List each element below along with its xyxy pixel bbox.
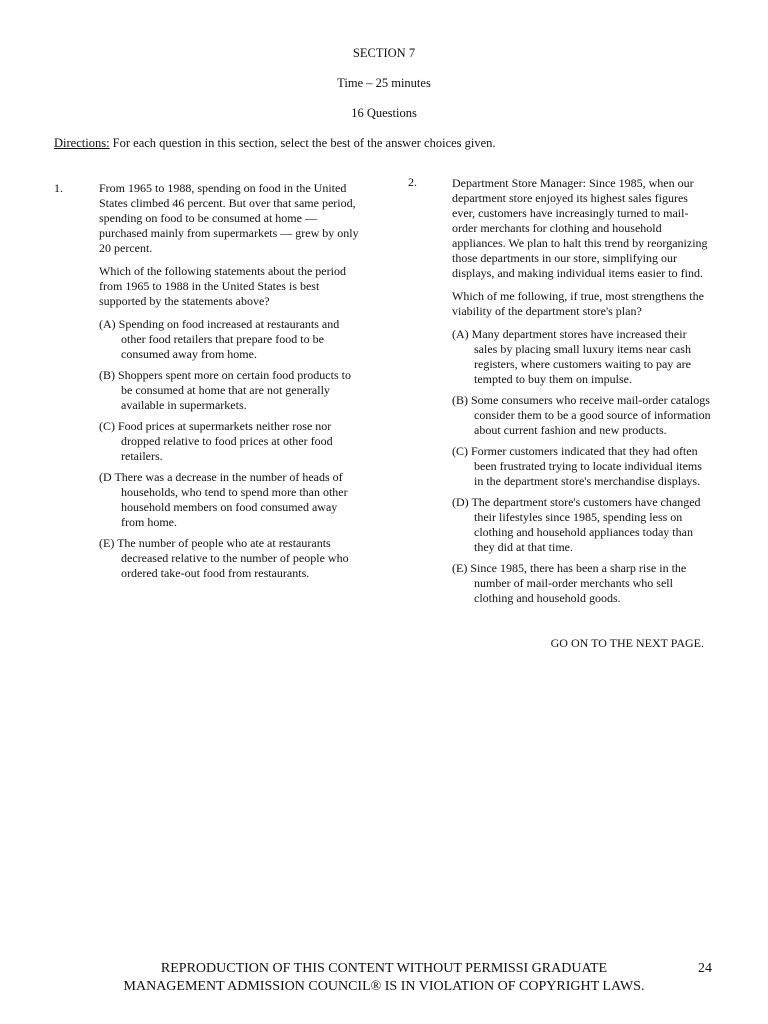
choice-1c[interactable]: (C) Food prices at supermarkets neither rose nor dropped relative to food prices at other food retailers. bbox=[99, 419, 333, 463]
choice-2c[interactable]: (C) Former customers indicated that they had often been frustrated trying to locate individual items in the department store's merchandise displays. bbox=[452, 444, 702, 488]
directions-text: For each question in this section, select the best of the answer choices given. bbox=[109, 136, 496, 150]
go-on-next-page: GO ON TO THE NEXT PAGE. bbox=[550, 636, 704, 650]
question-2-number: 2. bbox=[408, 175, 417, 189]
directions bbox=[54, 136, 496, 151]
question-count: 16 Questions bbox=[351, 106, 417, 120]
choice-2b[interactable]: (B) Some consumers who receive mail-order catalogs consider them to be a good source of information about current fashion and new products. bbox=[452, 393, 711, 437]
choice-1a[interactable]: (A) Spending on food increased at restaurants and other food retailers that prepare food to be consumed away from home. bbox=[99, 317, 340, 361]
time-limit: Time – 25 minutes bbox=[337, 76, 431, 90]
question-2-choices bbox=[452, 327, 712, 606]
choice-2a[interactable]: (A) Many department stores have increased their sales by placing small luxury items near cash registers, where customers waiting to pay are tempted to buy them on impulse. bbox=[452, 327, 691, 386]
question-2 bbox=[452, 176, 712, 612]
choice-1d[interactable]: (D There was a decrease in the number of heads of households, who tend to spend more than other household members on food consumed away from home. bbox=[99, 470, 348, 529]
choice-2d[interactable]: (D) The department store's customers have changed their lifestyles since 1985, spending less on clothing and household appliances today than they did at that time. bbox=[452, 495, 701, 554]
copyright-footer bbox=[0, 960, 768, 996]
footer-line-1: REPRODUCTION OF THIS CONTENT WITHOUT PERMISSI GRADUATE bbox=[160, 961, 608, 976]
question-1-choices bbox=[99, 317, 363, 581]
choice-1b[interactable]: (B) Shoppers spent more on certain food products to be consumed at home that are not generally available in supermarkets. bbox=[99, 368, 351, 412]
question-1-prompt: Which of the following statements about the period from 1965 to 1988 in the United States is best supported by the statements above? bbox=[99, 264, 346, 308]
page-number: 24 bbox=[698, 961, 712, 976]
choice-1e[interactable]: (E) The number of people who ate at restaurants decreased relative to the number of people who ordered take-out food from restaurants. bbox=[99, 536, 349, 580]
directions-label: Directions: bbox=[54, 136, 110, 150]
question-1 bbox=[99, 181, 363, 587]
question-2-prompt: Which of me following, if true, most strengthens the viability of the department store's plan? bbox=[452, 289, 704, 318]
question-2-stem: Department Store Manager: Since 1985, when our department store enjoyed its highest sales figures ever, customers have increasingly turned to mail-order merchants for clothing and household appliances. We plan to halt this trend by reorganizing those departments in our store, simplifying our displays, and making individual items easier to find. bbox=[452, 176, 708, 280]
question-1-number: 1. bbox=[54, 181, 63, 195]
question-1-stem: From 1965 to 1988, spending on food in the United States climbed 46 percent. But over that same period, spending on food to be consumed at home — purchased mainly from supermarkets — grew by only 20 percent. bbox=[99, 181, 359, 255]
footer-line-2: MANAGEMENT ADMISSION COUNCIL® IS IN VIOLATION OF COPYRIGHT LAWS. bbox=[123, 979, 645, 994]
choice-2e[interactable]: (E) Since 1985, there has been a sharp rise in the number of mail-order merchants who sell clothing and household goods. bbox=[452, 561, 687, 605]
section-title: SECTION 7 bbox=[352, 46, 416, 60]
